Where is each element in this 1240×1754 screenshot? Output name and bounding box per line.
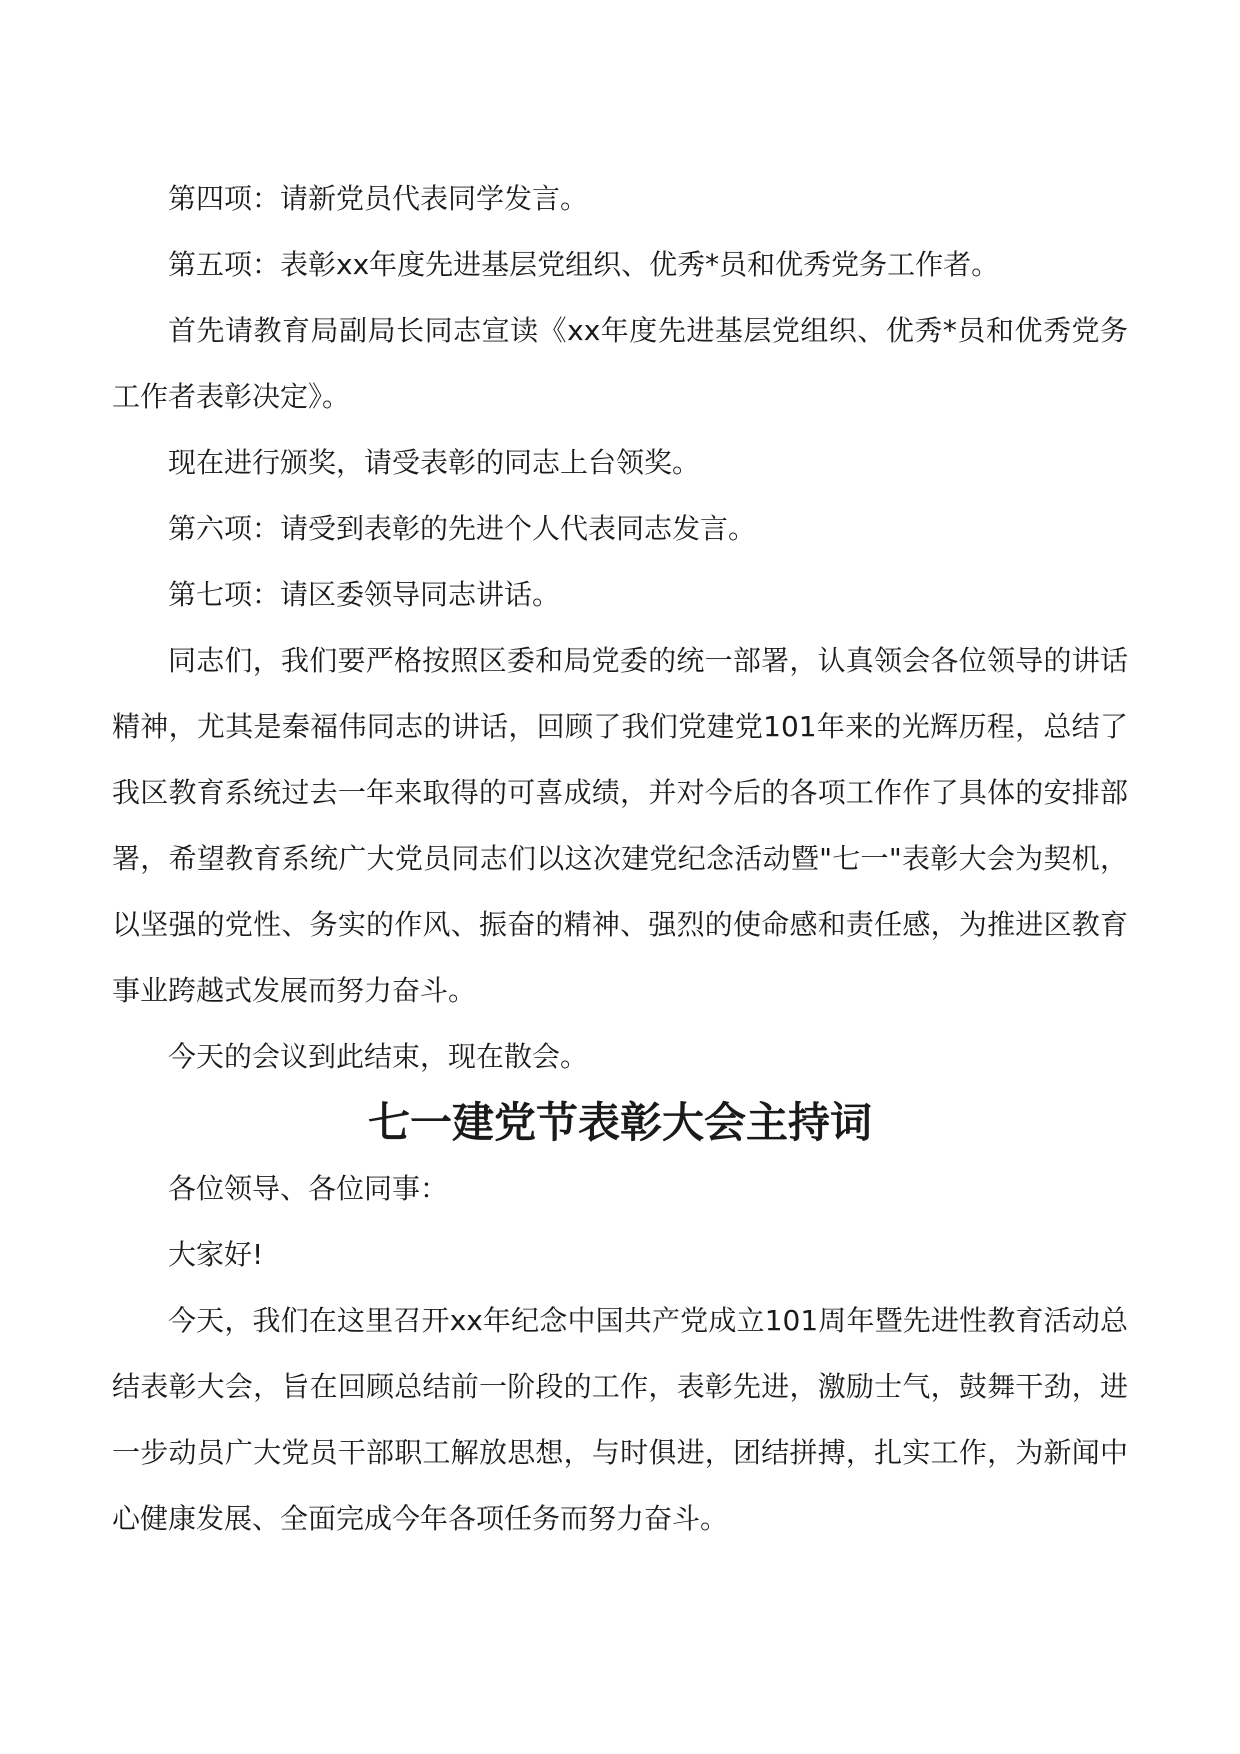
- paragraph-salutation: 各位领导、各位同事：: [168, 1172, 449, 1205]
- document-body: [112, 166, 1128, 1552]
- paragraph-meeting-end: 今天的会议到此结束，现在散会。: [168, 1040, 589, 1073]
- paragraph-award-ceremony: 现在进行颁奖，请受表彰的同志上台领奖。: [168, 446, 701, 479]
- paragraph-closing-speech: 同志们，我们要严格按照区委和局党委的统一部署，认真领会各位领导的讲话精神，尤其是秦福伟同志的讲话，回顾了我们党建党101年来的光辉历程，总结了我区教育系统过去一年来取得的可喜成绩，并对今后的各项工作作了具体的安排部署，希望教育系统广大党员同志们以这次建党纪念活动暨"七一"表彰大会为契机，以坚强的党性、务实的作风、振奋的精神、强烈的使命感和责任感，为推进区教育事业跨越式发展而努力奋斗。: [112, 644, 1128, 1007]
- paragraph-commendation-decision: 首先请教育局副局长同志宣读《xx年度先进基层党组织、优秀*员和优秀党务工作者表彰决定》。: [112, 314, 1128, 413]
- paragraph-opening-statement: 今天，我们在这里召开xx年纪念中国共产党成立101周年暨先进性教育活动总结表彰大会，旨在回顾总结前一阶段的工作，表彰先进，激励士气，鼓舞干劲，进一步动员广大党员干部职工解放思想，与时俱进，团结拼搏，扎实工作，为新闻中心健康发展、全面完成今年各项任务而努力奋斗。: [112, 1304, 1128, 1535]
- paragraph-item-4: 第四项：请新党员代表同学发言。: [168, 182, 589, 215]
- section-heading: 七一建党节表彰大会主持词: [367, 1098, 872, 1147]
- paragraph-item-6: 第六项：请受到表彰的先进个人代表同志发言。: [168, 512, 757, 545]
- paragraph-greeting: 大家好!: [168, 1238, 264, 1271]
- paragraph-item-5: 第五项：表彰xx年度先进基层党组织、优秀*员和优秀党务工作者。: [168, 248, 1000, 281]
- paragraph-item-7: 第七项：请区委领导同志讲话。: [168, 578, 561, 611]
